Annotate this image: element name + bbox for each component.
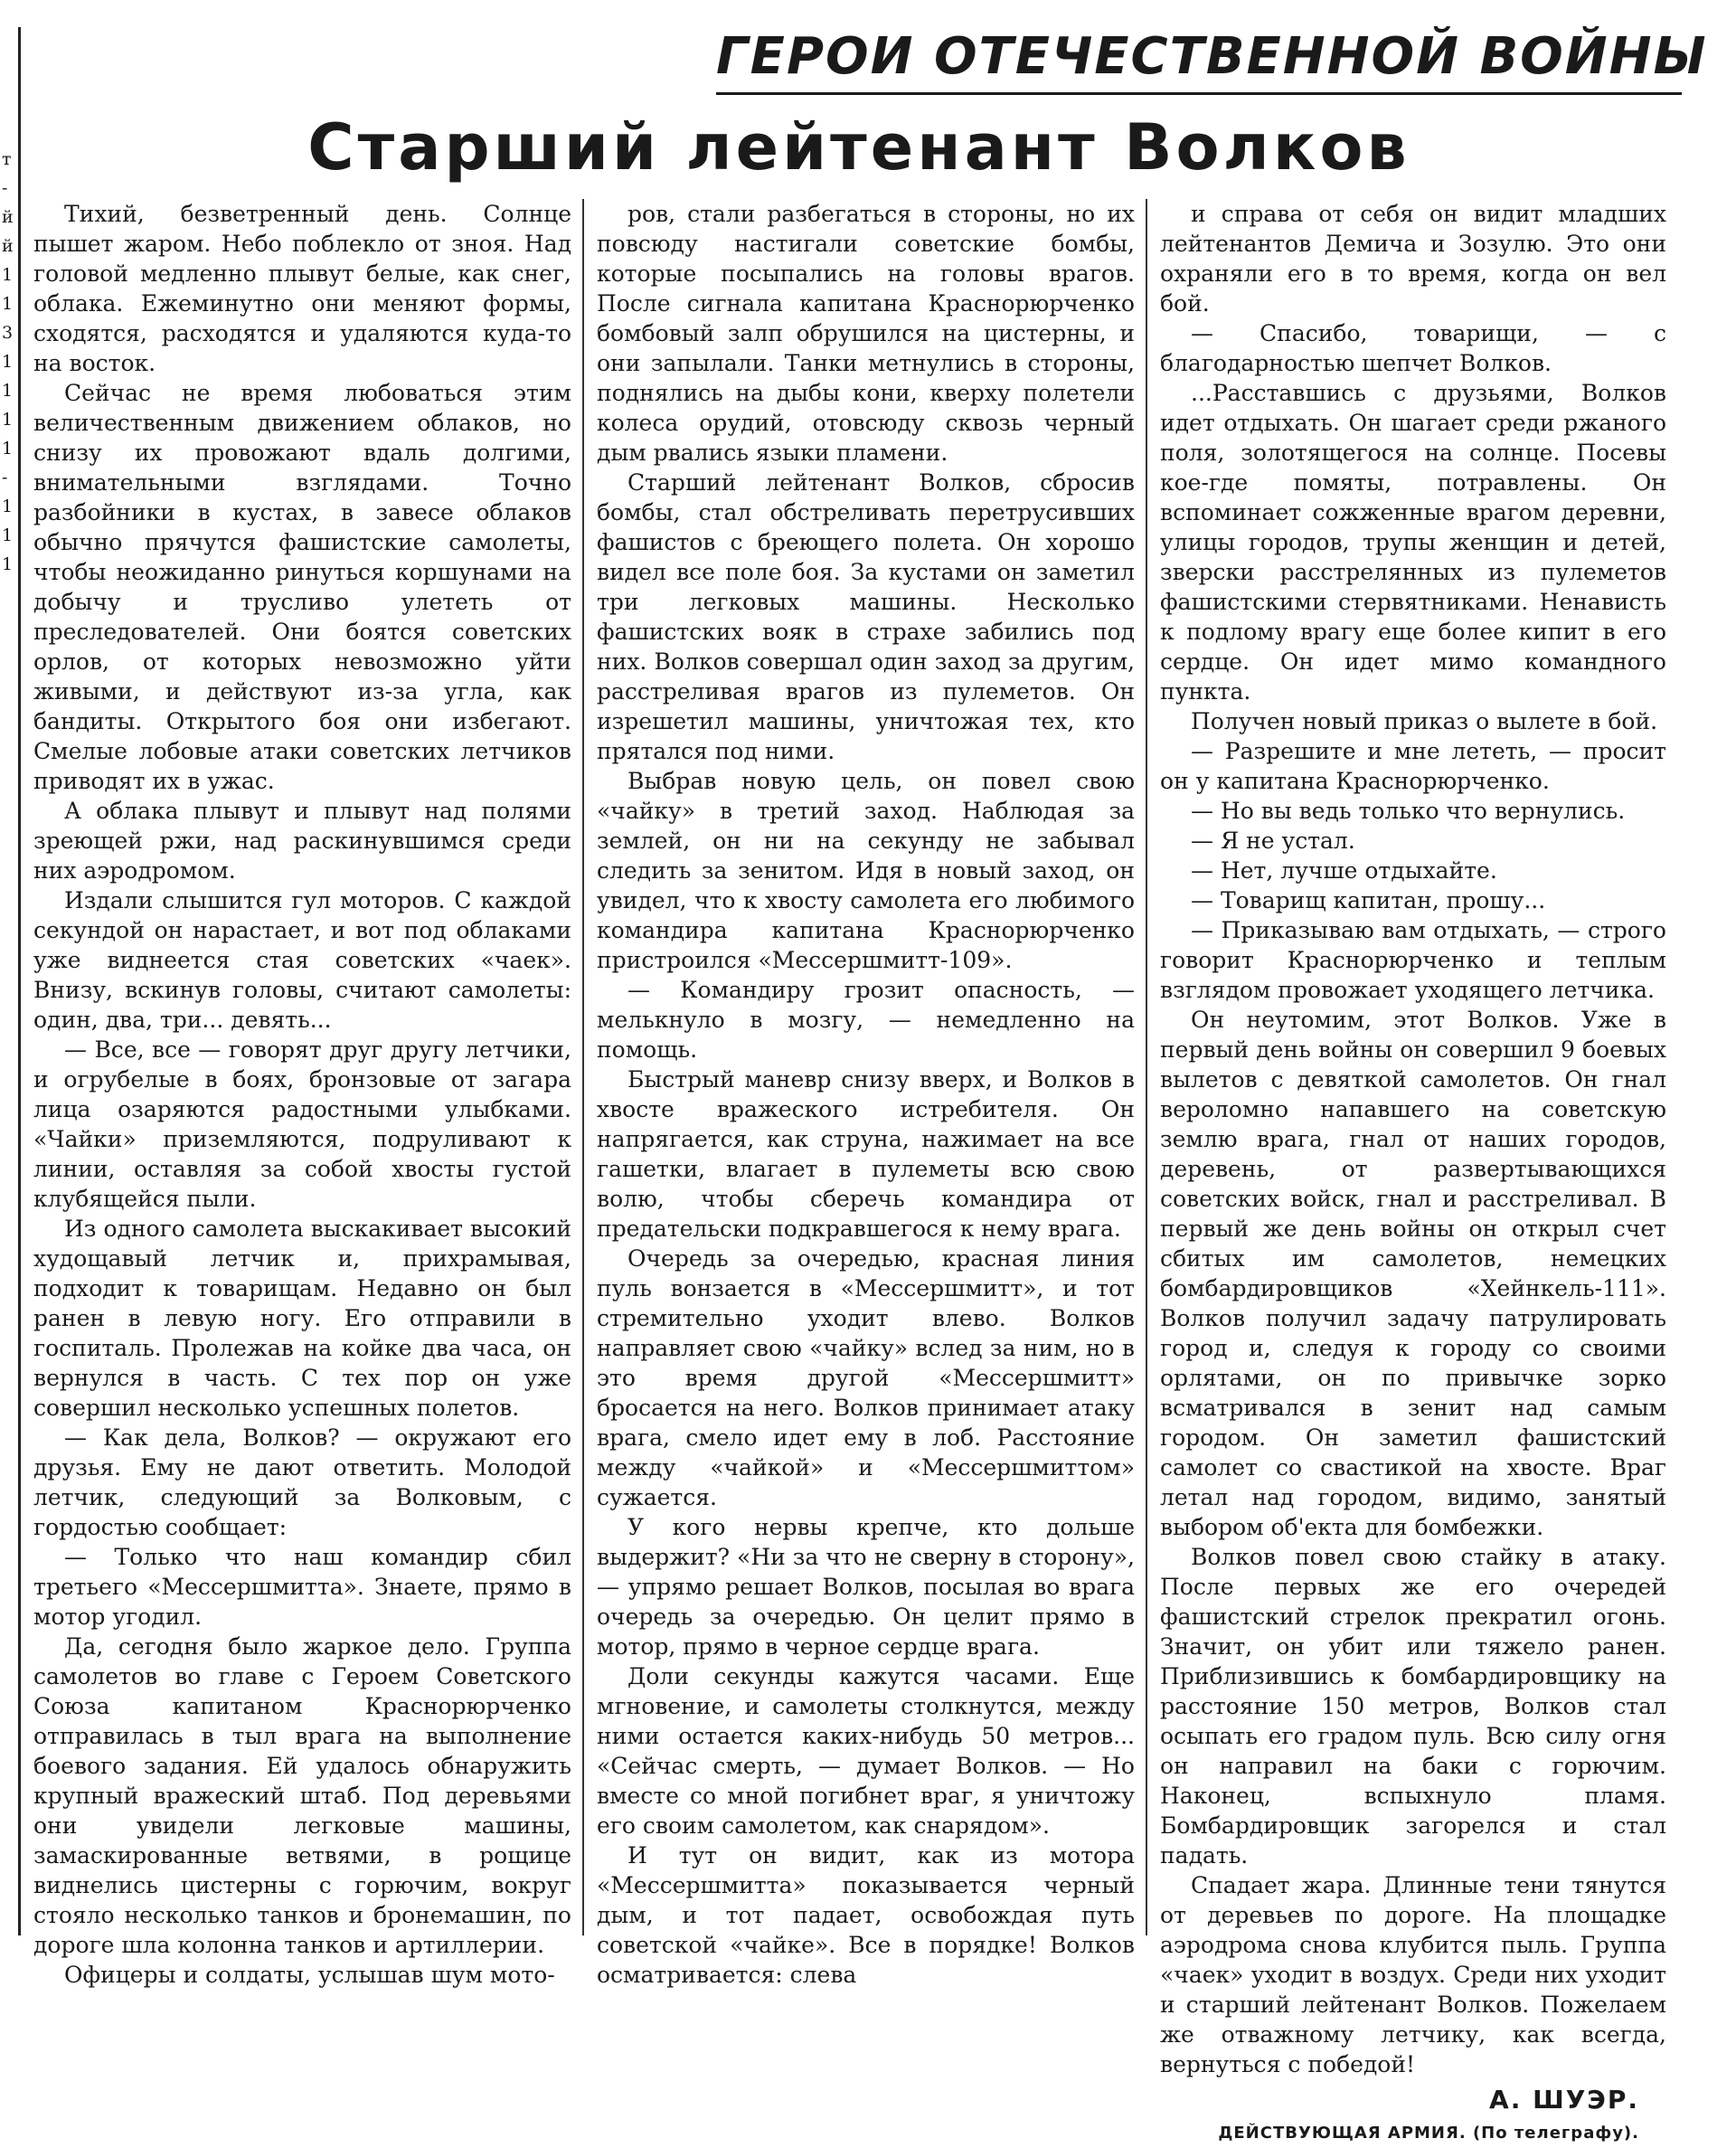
article-paragraph: Издали слышится гул моторов. С каждой секундой он нарастает, и вот под облаками уже виднеется стая советских «чаек». Внизу, вскинув головы, считают самолеты: один, два, три... девять... bbox=[33, 887, 571, 1033]
article-paragraph: — Командиру грозит опасность, — мелькнуло в мозгу, — немедленно на помощь. bbox=[597, 977, 1135, 1063]
edge-fragment: 3 bbox=[2, 323, 14, 343]
article-paragraph: Очередь за очередью, красная линия пуль вонзается в «Мессершмитт», и тот стремительно уходит влево. Волков направляет свою «чайку» вслед за ним, но в это время другой «Мессершмитт» бросается на него. Волков принимает атаку врага, смело идет ему в лоб. Расстояние между «чайкой» и «Мессершмиттом» сужается. bbox=[597, 1245, 1135, 1510]
article-paragraph: — Все, все — говорят друг другу летчики, и огрубелые в боях, бронзовые от загара лица озаряются радостными улыбками. «Чайки» приземляются, подруливают к линии, оставляя за собой хвосты густой клубящейся пыли. bbox=[33, 1036, 571, 1212]
article-paragraph: И тут он видит, как из мотора «Мессершмитта» показывается черный дым, и тот падает, освобождая путь советской «чайке». Все в порядке! Волков осматривается: слева bbox=[597, 1842, 1135, 1988]
article-column-3 bbox=[1160, 199, 1666, 2143]
left-edge-fragments bbox=[2, 145, 18, 579]
edge-fragment: - bbox=[2, 178, 8, 198]
article-paragraph: и справа от себя он видит младших лейтенантов Демича и Зозулю. Это они охраняли его в то время, когда он вел бой. bbox=[1160, 201, 1666, 317]
column-rule-2 bbox=[1146, 199, 1147, 1935]
edge-fragment: 1 bbox=[2, 554, 14, 574]
edge-fragment: й bbox=[2, 236, 14, 256]
article-paragraph: Волков повел свою стайку в атаку. После первых же его очередей фашистский стрелок прекратил огонь. Значит, он убит или тяжело ранен. Приблизившись к бомбардировщику на расстояние 150 метров, Волков стал осыпать его градом пуль. Всю силу огня он направил на баки с горючим. Наконец, вспыхнуло пламя. Бомбардировщик загорелся и стал падать. bbox=[1160, 1544, 1666, 1869]
edge-fragment: 1 bbox=[2, 497, 14, 516]
article-paragraph: Доли секунды кажутся часами. Еще мгновение, и самолеты столкнутся, между ними остается каких-нибудь 50 метров... «Сейчас смерть, — думает Волков. — Но вместе со мной погибнет враг, я уничтожу его своим самолетом, как снарядом». bbox=[597, 1663, 1135, 1839]
edge-fragment: - bbox=[2, 468, 8, 487]
left-edge-rule bbox=[18, 27, 21, 1935]
author-signature: А. ШУЭР. bbox=[1489, 2085, 1639, 2115]
article-paragraph: — Приказываю вам отдыхать, — строго говорит Краснорюрченко и теплым взглядом провожает уходящего летчика. bbox=[1160, 917, 1666, 1003]
edge-fragment: 1 bbox=[2, 352, 14, 372]
article-paragraph: Старший лейтенант Волков, сбросив бомбы, стал обстреливать перетрусивших фашистов с бреющего полета. Он хорошо видел все поле боя. За кустами он заметил три легковых машины. Несколько фашистских вояк в страхе забились под них. Волков совершал один заход за другим, расстреливая врагов из пулеметов. Он изрешетил машины, уничтожая тех, кто прятался под ними. bbox=[597, 469, 1135, 764]
edge-fragment: 1 bbox=[2, 294, 14, 314]
article-paragraph: — Нет, лучше отдыхайте. bbox=[1191, 857, 1497, 884]
article-paragraph: ров, стали разбегаться в стороны, но их повсюду настигали советские бомбы, которые посыпались на головы врагов. После сигнала капитана Краснорюрченко бомбовый залп обрушился на цистерны, и они запылали. Танки метнулись в стороны, поднялись на дыбы кони, кверху полетели колеса орудий, отовсюду сквозь черный дым рвались языки пламени. bbox=[597, 201, 1135, 466]
article-paragraph: — Спасибо, товарищи, — с благодарностью шепчет Волков. bbox=[1160, 320, 1666, 376]
article-paragraph: — Только что наш командир сбил третьего «Мессершмитта». Знаете, прямо в мотор угодил. bbox=[33, 1544, 571, 1630]
article-paragraph: Быстрый маневр снизу вверх, и Волков в хвосте вражеского истребителя. Он напрягается, как струна, нажимает на все гашетки, влагает в пулеметы всю свою волю, чтобы сберечь командира от предательски подкравшегося к нему врага. bbox=[597, 1066, 1135, 1242]
edge-fragment: 1 bbox=[2, 410, 14, 430]
article-paragraph: Офицеры и солдаты, услышав шум мото- bbox=[64, 1962, 555, 1988]
dateline: ДЕЙСТВУЮЩАЯ АРМИЯ. (По телеграфу). bbox=[1218, 2124, 1639, 2143]
article-column-1 bbox=[33, 199, 571, 1988]
article-column-2 bbox=[597, 199, 1135, 1988]
edge-fragment: 1 bbox=[2, 439, 14, 459]
article-paragraph: — Но вы ведь только что вернулись. bbox=[1191, 798, 1626, 824]
article-paragraph: — Как дела, Волков? — окружают его друзья. Ему не дают ответить. Молодой летчик, следующий за Волковым, с гордостью сообщает: bbox=[33, 1424, 571, 1540]
article-paragraph: — Разрешите и мне лететь, — просит он у капитана Краснорюрченко. bbox=[1160, 738, 1666, 794]
article-paragraph: Тихий, безветренный день. Солнце пышет жаром. Небо поблекло от зноя. Над головой медленно плывут белые, как снег, облака. Ежеминутно они меняют формы, сходятся, расходятся и удаляются куда-то на восток. bbox=[33, 201, 571, 376]
section-rubric: ГЕРОИ ОТЕЧЕСТВЕННОЙ ВОЙНЫ bbox=[716, 27, 1708, 86]
edge-fragment: т bbox=[2, 149, 12, 169]
article-paragraph: Получен новый приказ о вылете в бой. bbox=[1191, 708, 1658, 734]
article-paragraph: Он неутомим, этот Волков. Уже в первый день войны он совершил 9 боевых вылетов с девяткой самолетов. Он гнал вероломно напавшего на советскую землю врага, гнал от наших городов, деревень, от развертывающихся советских войск, гнал и расстреливал. В первый же день войны он открыл счет сбитых им самолетов, немецких бомбардировщиков «Хейнкель-111». Волков получил задачу патрулировать город и, следуя к городу со своими орлятами, он по привычке зорко всматривался в зенит над самым городом. Он заметил фашистский самолет со свастикой на хвосте. Враг летал над городом, видимо, занятый выбором об'екта для бомбежки. bbox=[1160, 1007, 1666, 1540]
article-paragraph: У кого нервы крепче, кто дольше выдержит? «Ни за что не сверну в сторону», — упрямо решает Волков, посылая во врага очередь за очередью. Он целит прямо в мотор, прямо в черное сердце врага. bbox=[597, 1514, 1135, 1660]
edge-fragment: й bbox=[2, 207, 14, 227]
article-paragraph: — Я не устал. bbox=[1191, 828, 1355, 854]
edge-fragment: 1 bbox=[2, 381, 14, 401]
edge-fragment: 1 bbox=[2, 265, 14, 285]
column-rule-1 bbox=[582, 199, 584, 1935]
article-paragraph: Из одного самолета выскакивает высокий худощавый летчик и, прихрамывая, подходит к товарищам. Недавно он был ранен в левую ногу. Его отправили в госпиталь. Пролежав на койке два часа, он вернулся в часть. С тех пор он уже совершил несколько успешных полетов. bbox=[33, 1216, 571, 1421]
article-paragraph: Да, сегодня было жаркое дело. Группа самолетов во главе с Героем Советского Союза капитаном Краснорюрченко отправилась в тыл врага на выполнение боевого задания. Ей удалось обнаружить крупный вражеский штаб. Под деревьями они увидели легковые машины, замаскированные ветвями, в рощице виднелись цистерны с горючим, вокруг стояло несколько танков и бронемашин, по дороге шла колонна танков и артиллерии. bbox=[33, 1633, 571, 1958]
article-headline: Старший лейтенант Волков bbox=[307, 110, 1410, 185]
article-paragraph: А облака плывут и плывут над полями зреющей ржи, над раскинувшимся среди них аэродромом. bbox=[33, 798, 571, 884]
article-paragraph: Сейчас не время любоваться этим величественным движением облаков, но снизу их провожают вдаль долгими, внимательными взглядами. Точно разбойники в кустах, в завесе облаков обычно прячутся фашистские самолеты, чтобы неожиданно ринуться коршунами на добычу и трусливо улететь от преследователей. Они боятся советских орлов, от которых невозможно уйти живыми, и действуют из-за угла, как бандиты. Открытого боя они избегают. Смелые лобовые атаки советских летчиков приводят их в ужас. bbox=[33, 380, 571, 794]
article-paragraph: — Товарищ капитан, прошу... bbox=[1191, 887, 1546, 913]
edge-fragment: 1 bbox=[2, 525, 14, 545]
rubric-underline bbox=[716, 92, 1682, 95]
article-paragraph: Выбрав новую цель, он повел свою «чайку» в третий заход. Наблюдая за землей, он ни на секунду не забывал следить за зенитом. Идя в новый заход, он увидел, что к хвосту самолета его любимого командира капитана Краснорюрченко пристроился «Мессершмитт-109». bbox=[597, 768, 1135, 973]
article-paragraph: ...Расставшись с друзьями, Волков идет отдыхать. Он шагает среди ржаного поля, золотящегося на солнце. Посевы кое-где помяты, потравлены. Он вспоминает сожженные врагом деревни, улицы городов, трупы женщин и детей, зверски расстрелянных из пулеметов фашистскими стервятниками. Ненависть к подлому врагу еще более кипит в его сердце. Он идет мимо командного пункта. bbox=[1160, 380, 1666, 705]
article-paragraph: Спадает жара. Длинные тени тянутся от деревьев по дороге. На площадке аэродрома снова клубится пыль. Группа «чаек» уходит в воздух. Среди них уходит и старший лейтенант Волков. Пожелаем же отважному летчику, как всегда, вернуться с победой! bbox=[1160, 1872, 1666, 2077]
